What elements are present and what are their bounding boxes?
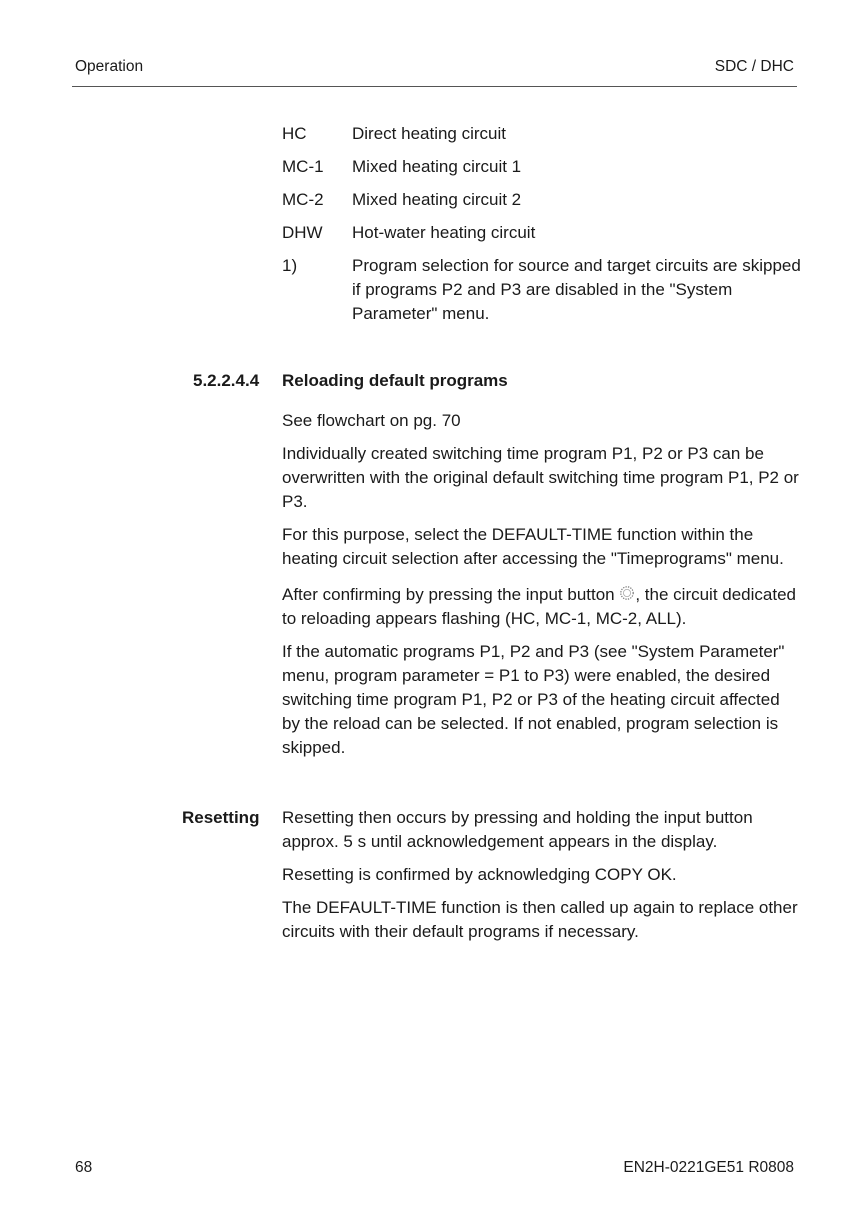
section-title: Reloading default programs (282, 371, 508, 390)
abbreviation-text: Mixed heating circuit 2 (352, 190, 522, 209)
abbreviation-key: MC-2 (282, 190, 324, 209)
list-item (282, 122, 802, 146)
section-number: 5.2.2.4.4 (193, 371, 260, 390)
footnote-text: Program selection for source and target circuits are skipped if programs P2 and P3 are disabled in the "System Parameter" menu. (352, 256, 801, 323)
abbreviation-text: Direct heating circuit (352, 124, 507, 143)
list-item (282, 221, 802, 245)
page-number: 68 (75, 1159, 93, 1176)
abbreviation-text: Mixed heating circuit 1 (352, 157, 522, 176)
footnote-marker: 1) (282, 256, 298, 275)
header-product-name: SDC / DHC (714, 58, 794, 75)
list-item (282, 155, 802, 179)
paragraph: Resetting then occurs by pressing and holding the input button approx. 5 s until acknowledgement appears in the display. (282, 808, 753, 851)
paragraph: For this purpose, select the DEFAULT-TIME function within the heating circuit selection after accessing the "Timeprograms" menu. (282, 525, 784, 568)
abbreviation-key: MC-1 (282, 157, 324, 176)
paragraph-text: , the circuit dedicated to reloading appears flashing (HC, MC-1, MC-2, ALL). (282, 585, 797, 628)
list-item (282, 188, 802, 212)
paragraph: Individually created switching time program P1, P2 or P3 can be overwritten with the original default switching time program P1, P2 or P3. (282, 444, 799, 511)
abbreviation-key: HC (282, 124, 307, 143)
header-divider (72, 86, 797, 87)
paragraph: If the automatic programs P1, P2 and P3 (see "System Parameter" menu, program parameter = P1 to P3) were enabled, the desired switching time program P1, P2 or P3 of the heating circuit affected by the reload can be selected. If not enabled, program selection is skipped. (282, 642, 785, 757)
paragraph: Resetting is confirmed by acknowledging COPY OK. (282, 865, 677, 884)
resetting-body (282, 806, 802, 953)
flowchart-reference: See flowchart on pg. 70 (282, 411, 461, 430)
document-code: EN2H-0221GE51 R0808 (623, 1159, 794, 1176)
abbreviation-key: DHW (282, 223, 323, 242)
rotary-knob-icon (619, 584, 635, 600)
section-body (282, 409, 802, 769)
paragraph: The DEFAULT-TIME function is then called up again to replace other circuits with their default programs if necessary. (282, 898, 798, 941)
paragraph-text: After confirming by pressing the input button (282, 585, 620, 604)
abbreviation-text: Hot-water heating circuit (352, 223, 536, 242)
abbreviation-list (282, 122, 802, 335)
footnote-item (282, 254, 802, 326)
header-section-name: Operation (75, 58, 144, 75)
paragraph (282, 583, 802, 631)
resetting-label: Resetting (182, 808, 260, 827)
